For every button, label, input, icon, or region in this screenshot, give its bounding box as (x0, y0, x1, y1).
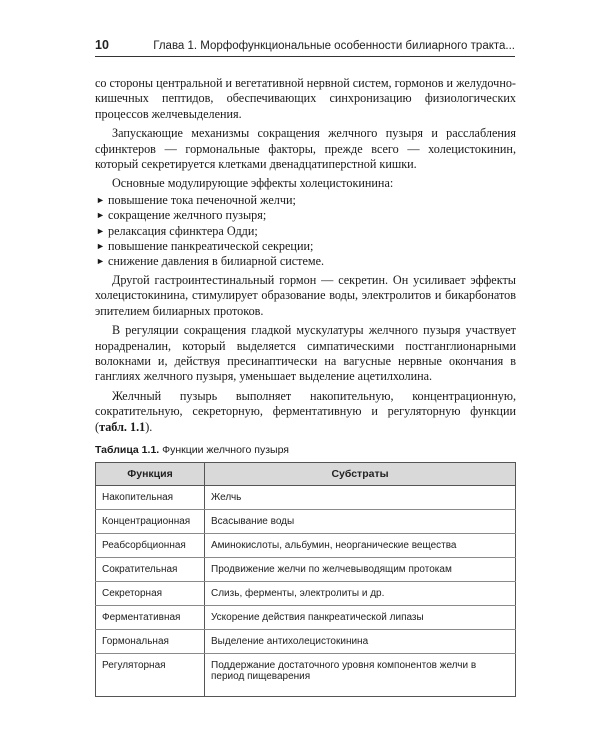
substrate-cell: Желчь (205, 486, 516, 510)
list-item: ► сокращение желчного пузыря; (96, 208, 267, 223)
column-header-substrates: Субстраты (205, 463, 516, 486)
function-cell: Ферментативная (96, 606, 205, 630)
list-item: ► повышение тока печеночной желчи; (96, 192, 296, 207)
list-item: ► повышение панкреатической секреции; (96, 239, 314, 254)
function-cell: Секреторная (96, 582, 205, 606)
table-row (96, 558, 516, 582)
bullet-arrow-icon: ► (96, 241, 105, 252)
table-reference-link[interactable]: табл. 1.1 (99, 419, 146, 434)
function-cell: Регуляторная (96, 654, 205, 697)
substrate-cell: Поддержание достаточного уровня компонентов желчи в период пищеварения (205, 654, 516, 697)
table-row (96, 582, 516, 606)
bullet-arrow-icon: ► (96, 256, 105, 267)
table-caption-text: Функции желчного пузыря (162, 444, 289, 456)
bullet-arrow-icon: ► (96, 210, 105, 221)
paragraph-5: В регуляции сокращения гладкой мускулатуры желчного пузыря участвует норадреналин, который выделяется симпатическими постганглионарными волокнами и, действуя пресинаптически на вагусные нервные окончания в ганглиях желчного пузыря, уменьшает выделение ацетилхолина. (95, 323, 516, 384)
substrate-cell: Выделение антихолецистокинина (205, 630, 516, 654)
table-row (96, 630, 516, 654)
effects-list (95, 193, 516, 270)
function-cell: Концентрационная (96, 510, 205, 534)
chapter-title: Глава 1. Морфофункциональные особенности билиарного тракта... (153, 40, 515, 52)
table-caption (95, 444, 516, 456)
table-row (96, 486, 516, 510)
table-row (96, 510, 516, 534)
bullet-arrow-icon: ► (96, 225, 105, 236)
substrate-cell: Продвижение желчи по желчевыводящим протокам (205, 558, 516, 582)
column-header-function: Функция (96, 463, 205, 486)
body-text (95, 76, 516, 435)
functions-table (95, 462, 516, 697)
substrate-cell: Ускорение действия панкреатической липазы (205, 606, 516, 630)
paragraph-4: Другой гастроинтестинальный гормон — секретин. Он усиливает эффекты холецистокинина, стимулирует образование воды, электролитов и бикарбонатов эпителием билиарных протоков. (95, 272, 516, 318)
list-item: ► релаксация сфинктера Одди; (96, 223, 258, 238)
substrate-cell: Слизь, ферменты, электролиты и др. (205, 582, 516, 606)
table-header-row (96, 463, 516, 486)
list-item: ► снижение давления в билиарной системе. (96, 254, 325, 269)
running-header (95, 38, 515, 57)
substrate-cell: Аминокислоты, альбумин, неорганические вещества (205, 534, 516, 558)
paragraph-1: со стороны центральной и вегетативной нервной систем, гормонов и желудочно-кишечных пептидов, обеспечивающих синхронизацию физиологических процессов желчевыделения. (95, 76, 516, 121)
function-cell: Накопительная (96, 486, 205, 510)
paragraph-6: Желчный пузырь выполняет накопительную, концентрационную, сократительную, секреторную, ферментативную и регуляторную функции (табл. 1.1). (95, 388, 516, 434)
function-cell: Реабсорбционная (96, 534, 205, 558)
table-row (96, 606, 516, 630)
bullet-arrow-icon: ► (96, 194, 105, 205)
function-cell: Сократительная (96, 558, 205, 582)
function-cell: Гормональная (96, 630, 205, 654)
table-row (96, 654, 516, 697)
table-row (96, 534, 516, 558)
substrate-cell: Всасывание воды (205, 510, 516, 534)
page-number: 10 (95, 38, 109, 52)
table-caption-label: Таблица 1.1. (95, 444, 160, 456)
paragraph-3: Основные модулирующие эффекты холецистокинина: (112, 176, 394, 191)
paragraph-2: Запускающие механизмы сокращения желчного пузыря и расслабления сфинктеров — гормональные факторы, прежде всего — холецистокинин, который секретируется клетками двенадцатиперстной кишки. (95, 126, 516, 172)
